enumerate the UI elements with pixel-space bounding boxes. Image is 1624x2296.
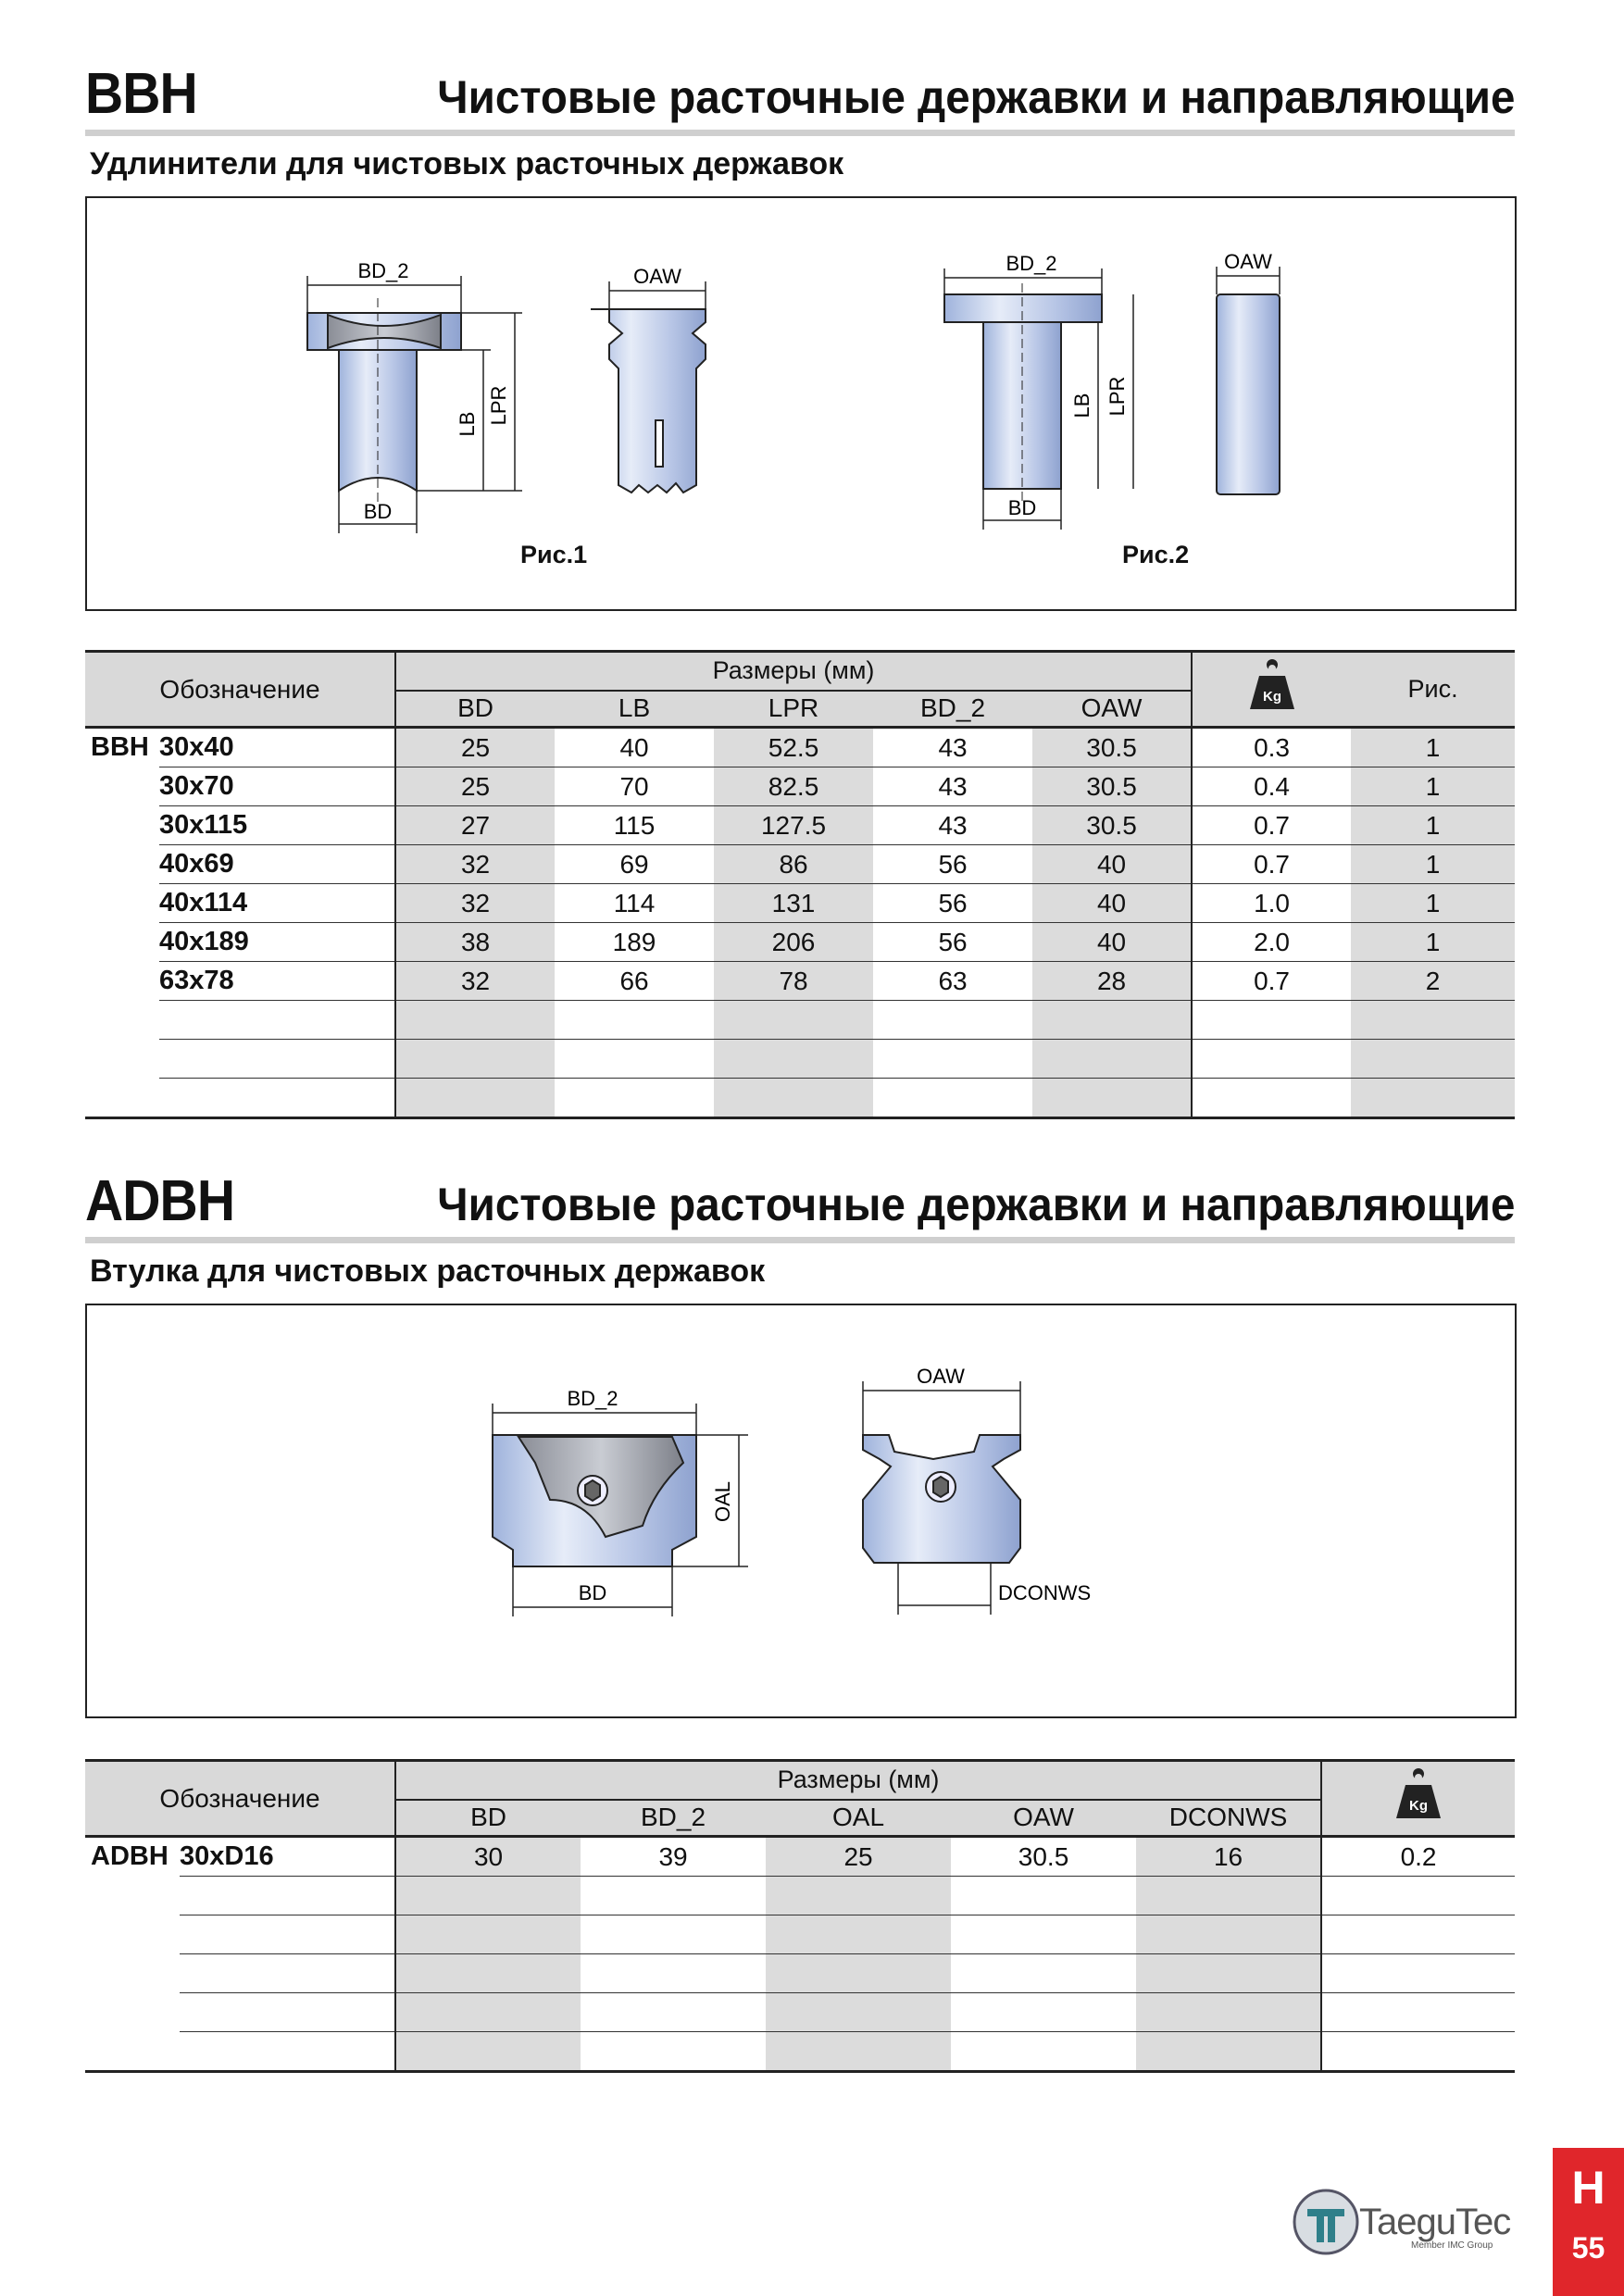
empty-row [85, 1877, 1515, 1915]
col-header-weight [1192, 652, 1351, 728]
section-tab [1553, 2148, 1624, 2296]
row-designation: 30x115 [159, 806, 395, 845]
section-subtitle-bbh: Удлинители для чистовых расточных державок [90, 146, 844, 181]
table-row [85, 806, 1515, 845]
figure-panel-bbh [85, 196, 1517, 611]
cell-fig: 1 [1351, 806, 1515, 845]
cell-bd2: 43 [873, 767, 1032, 806]
fig2-extension-front-view [1217, 294, 1280, 494]
bbh-technical-drawings [87, 198, 1515, 609]
brand-subtitle: Member IMC Group [1411, 2240, 1493, 2251]
figure-label-2: Рис.2 [1122, 541, 1190, 568]
adbh-subcol-bd: BD [395, 1800, 581, 1837]
cell-lpr: 52.5 [714, 728, 873, 767]
cell-oaw: 30.5 [1032, 728, 1192, 767]
cell-lpr: 127.5 [714, 806, 873, 845]
section-letter: H [1571, 2162, 1605, 2214]
table-row [85, 923, 1515, 962]
section-title-bbh: Чистовые расточные державки и направляющие [436, 71, 1515, 123]
cell-weight: 0.4 [1192, 767, 1351, 806]
brand-name: TaeguTec [1359, 2202, 1511, 2242]
cell-bd2: 56 [873, 923, 1032, 962]
cell-fig: 2 [1351, 962, 1515, 1001]
cell-lpr: 206 [714, 923, 873, 962]
row-prefix: ADBH [85, 1837, 180, 1877]
dim-label-bd: BD [363, 500, 393, 523]
subcol-oaw: OAW [1032, 691, 1192, 728]
adbh-col-header-dimensions: Размеры (мм) [395, 1761, 1321, 1800]
weight-kg-icon [1246, 659, 1298, 713]
empty-row [85, 1954, 1515, 1993]
cell-bd2: 56 [873, 884, 1032, 923]
cell-lb: 40 [555, 728, 714, 767]
cell-weight: 0.2 [1321, 1837, 1515, 1877]
cell-bd2: 39 [581, 1837, 766, 1877]
cell-weight: 2.0 [1192, 923, 1351, 962]
empty-row [85, 1079, 1515, 1118]
cell-bd: 25 [395, 767, 555, 806]
adbh-subcol-oaw: OAW [951, 1800, 1136, 1837]
empty-row [85, 2032, 1515, 2072]
cell-weight: 1.0 [1192, 884, 1351, 923]
bushing-front-view [863, 1435, 1020, 1563]
adbh-table-body [85, 1837, 1515, 2072]
cell-oaw: 30.5 [1032, 767, 1192, 806]
fig2-dim-label-bd2: BD_2 [1006, 252, 1057, 275]
adbh-dim-label-oal: OAL [711, 1480, 734, 1523]
row-designation: 30x70 [159, 767, 395, 806]
table-row [85, 884, 1515, 923]
adbh-spec-table [85, 1759, 1515, 2073]
col-header-dimensions: Размеры (мм) [395, 652, 1192, 691]
cell-oal: 25 [766, 1837, 951, 1877]
subcol-bd: BD [395, 691, 555, 728]
fig1-extension-side-view [307, 298, 461, 504]
empty-row [85, 1040, 1515, 1079]
bbh-table-body [85, 728, 1515, 1118]
section-code-adbh: ADBH [85, 1169, 235, 1233]
cell-lb: 189 [555, 923, 714, 962]
adbh-col-header-designation: Обозначение [85, 1761, 395, 1837]
cell-bd2: 43 [873, 728, 1032, 767]
cell-bd: 32 [395, 845, 555, 884]
col-header-fig: Рис. [1351, 652, 1515, 728]
adbh-col-header-weight [1321, 1761, 1515, 1837]
cell-lpr: 86 [714, 845, 873, 884]
cell-oaw: 30.5 [951, 1837, 1136, 1877]
cell-oaw: 40 [1032, 845, 1192, 884]
adbh-dim-label-bd2: BD_2 [567, 1387, 618, 1410]
adbh-dim-label-dconws: DCONWS [998, 1581, 1092, 1604]
cell-oaw: 40 [1032, 923, 1192, 962]
cell-fig: 1 [1351, 767, 1515, 806]
cell-bd: 32 [395, 962, 555, 1001]
row-designation: 30x40 [159, 728, 395, 767]
adbh-dim-label-bd: BD [578, 1581, 607, 1604]
header-rule [85, 130, 1515, 136]
cell-dconws: 16 [1136, 1837, 1321, 1877]
cell-bd2: 43 [873, 806, 1032, 845]
adbh-subcol-bd2: BD_2 [581, 1800, 766, 1837]
cell-fig: 1 [1351, 845, 1515, 884]
row-designation: 40x189 [159, 923, 395, 962]
subcol-bd2: BD_2 [873, 691, 1032, 728]
svg-text:Kg: Kg [1409, 1798, 1429, 1814]
empty-row [85, 1993, 1515, 2032]
cell-bd: 38 [395, 923, 555, 962]
cell-lb: 70 [555, 767, 714, 806]
cell-weight: 0.7 [1192, 845, 1351, 884]
bbh-spec-table [85, 650, 1515, 1119]
cell-lpr: 131 [714, 884, 873, 923]
weight-kg-icon [1393, 1768, 1444, 1822]
cell-fig: 1 [1351, 923, 1515, 962]
empty-row [85, 1001, 1515, 1040]
cell-bd: 25 [395, 728, 555, 767]
table-row [85, 767, 1515, 806]
cell-lpr: 82.5 [714, 767, 873, 806]
cell-lpr: 78 [714, 962, 873, 1001]
cell-lb: 66 [555, 962, 714, 1001]
section-code-bbh: BBH [85, 62, 197, 126]
row-designation: 30xD16 [180, 1837, 395, 1877]
row-designation: 63x78 [159, 962, 395, 1001]
cell-oaw: 40 [1032, 884, 1192, 923]
cell-bd2: 56 [873, 845, 1032, 884]
fig2-dim-label-lb: LB [1070, 393, 1093, 418]
cell-bd: 27 [395, 806, 555, 845]
figure-panel-adbh [85, 1304, 1517, 1718]
cell-weight: 0.7 [1192, 806, 1351, 845]
dim-label-lb: LB [456, 411, 479, 437]
bushing-side-view [493, 1435, 696, 1566]
table-row [85, 1837, 1515, 1877]
cell-fig: 1 [1351, 884, 1515, 923]
adbh-technical-drawings [87, 1305, 1515, 1716]
dim-label-oaw: OAW [633, 265, 681, 288]
col-header-designation: Обозначение [85, 652, 395, 728]
table-row [85, 962, 1515, 1001]
subcol-lpr: LPR [714, 691, 873, 728]
dim-label-lpr: LPR [487, 385, 510, 426]
empty-row [85, 1915, 1515, 1954]
svg-text:Kg: Kg [1262, 689, 1281, 705]
cell-weight: 0.3 [1192, 728, 1351, 767]
fig2-dim-label-bd: BD [1007, 496, 1037, 519]
cell-bd: 30 [395, 1837, 581, 1877]
row-prefix: BBH [85, 728, 159, 767]
subcol-lb: LB [555, 691, 714, 728]
dim-label-bd2: BD_2 [357, 259, 409, 282]
page-number: 55 [1571, 2231, 1605, 2265]
table-row [85, 845, 1515, 884]
cell-oaw: 28 [1032, 962, 1192, 1001]
adbh-subcol-oal: OAL [766, 1800, 951, 1837]
fig2-dim-label-oaw: OAW [1224, 250, 1272, 273]
adbh-subcol-dconws: DCONWS [1136, 1800, 1321, 1837]
cell-bd: 32 [395, 884, 555, 923]
cell-weight: 0.7 [1192, 962, 1351, 1001]
header-rule [85, 1237, 1515, 1243]
cell-fig: 1 [1351, 728, 1515, 767]
cell-lb: 115 [555, 806, 714, 845]
cell-bd2: 63 [873, 962, 1032, 1001]
cell-lb: 69 [555, 845, 714, 884]
row-designation: 40x69 [159, 845, 395, 884]
section-title-adbh: Чистовые расточные державки и направляющие [436, 1179, 1515, 1230]
figure-label-1: Рис.1 [520, 541, 588, 568]
brand-logo [1289, 2185, 1522, 2263]
section-subtitle-adbh: Втулка для чистовых расточных державок [90, 1254, 766, 1289]
adbh-dim-label-oaw: OAW [917, 1365, 965, 1388]
table-row [85, 728, 1515, 767]
fig2-dim-label-lpr: LPR [1106, 376, 1129, 417]
taegutec-logo-icon [1289, 2185, 1363, 2259]
fig1-extension-front-view [591, 309, 706, 493]
row-designation: 40x114 [159, 884, 395, 923]
cell-oaw: 30.5 [1032, 806, 1192, 845]
cell-lb: 114 [555, 884, 714, 923]
